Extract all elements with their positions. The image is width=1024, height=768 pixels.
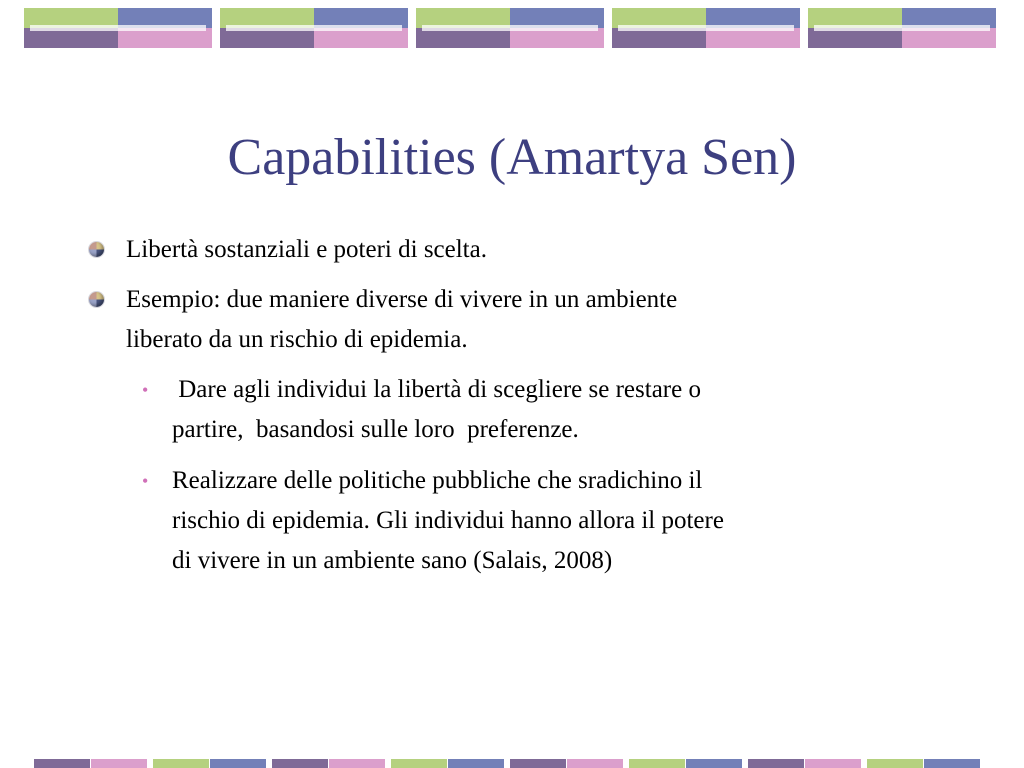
sub-bullet-2-line-3: di vivere in un ambiente sano (Salais, 2008) [172, 547, 613, 574]
bullet-2-line-1: Esempio: due maniere diverse di vivere in un ambiente [126, 286, 678, 313]
slide-title: Capabilities (Amartya Sen) [227, 129, 797, 186]
bullet-1: Libertà sostanziali e poteri di scelta. [126, 236, 487, 263]
sphere-bullet-icon [89, 242, 104, 257]
sub-bullet-1-line-2: partire, basandosi sulle loro preferenze. [172, 416, 579, 443]
sub-bullet-2-line-2: rischio di epidemia. Gli individui hanno allora il potere [172, 507, 724, 534]
sub-bullet-marker: • [142, 380, 149, 400]
sub-bullet-marker: • [142, 471, 149, 491]
sub-bullet-1-line-1: Dare agli individui la libertà di scegliere se restare o [172, 376, 701, 403]
bottom-decorative-band [34, 759, 982, 768]
bullet-2-line-2: liberato da un rischio di epidemia. [126, 326, 468, 353]
sphere-bullet-icon [89, 292, 104, 307]
sub-bullet-2-line-1: Realizzare delle politiche pubbliche che sradichino il [172, 467, 703, 494]
